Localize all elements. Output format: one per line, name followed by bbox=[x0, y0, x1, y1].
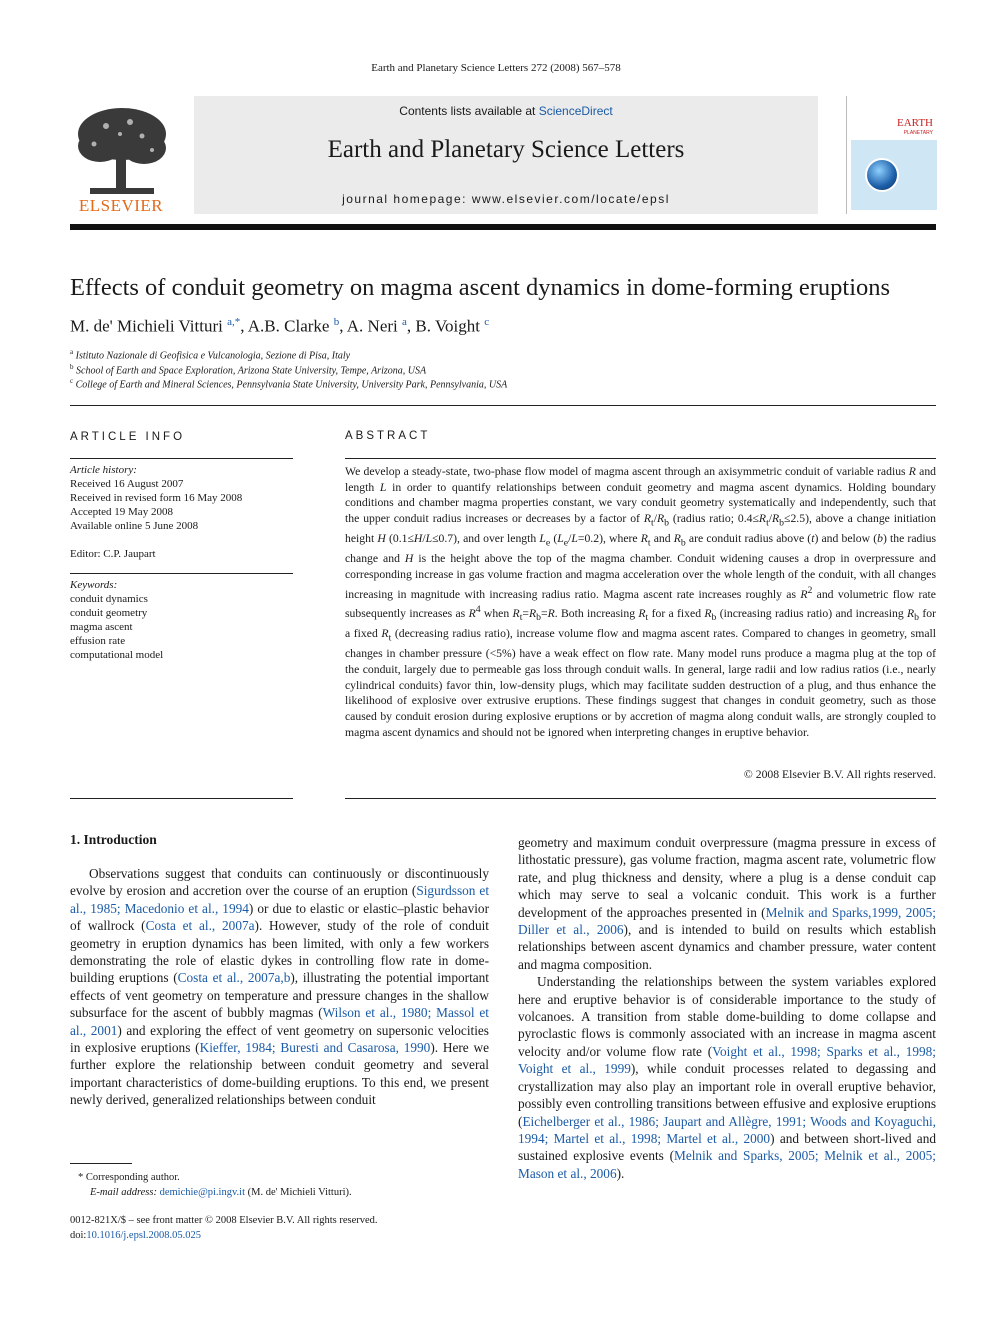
affiliation bbox=[70, 348, 936, 361]
doi-link[interactable]: 10.1016/j.epsl.2008.05.025 bbox=[86, 1230, 201, 1241]
affiliation-key: c bbox=[70, 377, 74, 385]
citation-link[interactable]: Wilson et al., 1980; Massol et al., 2001 bbox=[70, 1005, 490, 1038]
author-list: M. de' Michieli Vitturi $^{a,*}$, A.B. Clarke $^b$, A. Neri $^a$, B. Voight $^c$ bbox=[70, 316, 490, 336]
citation-link[interactable]: Voight et al., 1998; Sparks et al., 1998; Voight et al., 1999 bbox=[518, 1043, 936, 1077]
abstract-heading: ABSTRACT bbox=[345, 430, 431, 442]
section-heading: 1. Introduction bbox=[70, 832, 157, 847]
contents-prefix: Contents lists available at bbox=[399, 104, 539, 118]
journal-cover-thumbnail bbox=[846, 96, 937, 214]
divider bbox=[70, 458, 293, 459]
homepage-line bbox=[194, 192, 818, 206]
corresponding-author-note: * Corresponding author. bbox=[78, 1172, 180, 1183]
contents-line bbox=[194, 104, 818, 118]
doi-line bbox=[70, 1228, 490, 1243]
issn-line: 0012-821X/$ – see front matter © 2008 Elsevier B.V. All rights reserved. bbox=[70, 1215, 378, 1226]
body-column-right bbox=[518, 834, 936, 1182]
article-info bbox=[70, 430, 293, 662]
divider bbox=[345, 458, 936, 459]
citation-link[interactable]: Sigurdsson et al., 1985; Macedonio et al., 1994 bbox=[70, 883, 490, 916]
keyword: conduit dynamics bbox=[70, 593, 148, 605]
doi-label: doi: bbox=[70, 1230, 87, 1241]
article-title: Effects of conduit geometry on magma ascent dynamics in dome-forming eruptions bbox=[70, 274, 891, 301]
article-info-heading: ARTICLE INFO bbox=[70, 431, 186, 443]
citation-link[interactable]: Kieffer, 1984; Buresti and Casarosa, 1990 bbox=[199, 1040, 431, 1056]
elsevier-wordmark: ELSEVIER bbox=[78, 196, 164, 215]
affiliation-text: School of Earth and Space Exploration, Arizona State University, Tempe, Arizona, USA bbox=[76, 365, 427, 377]
history-accepted: Accepted 19 May 2008 bbox=[70, 506, 173, 518]
author-name: B. Voight bbox=[415, 316, 480, 336]
divider bbox=[345, 798, 936, 799]
body-column-left: Observations suggest that conduits can continuously or discontinuously evolve by erosion and accretion over the course of an eruption (Sigurdsson et al., 1985; Macedonio et al., 1994) or due to elastic or elastic–plastic behavior of wallrock (Costa et al., 2007a). However, study of the role of conduit geometry in eruption dynamics has been limited, with only a few workers demonstrating the role of elastic dykes in controlling flow rate in dome-building eruptions (Costa et al., 2007a,b), illustrating the potential important effects of vent geometry on temperature and pressure changes in the shallow subsurface for the ascent of bubbly magmas (Wilson et al., 1980; Massol et al., 2001) and exploring the effect of vent geometry on supersonic velocities in explosive eruptions (Kieffer, 1984; Buresti and Casarosa, 1990). Here we further explore the relationship between conduit geometry and several important characteristics of dome-building eruptions. To this end, we present newly derived, generalized relationships between conduit bbox=[70, 866, 490, 1108]
journal-name: Earth and Planetary Science Letters bbox=[327, 136, 685, 163]
divider bbox=[70, 573, 293, 574]
author-affiliation-marker[interactable]: c bbox=[484, 316, 490, 328]
email-link[interactable]: demichie@pi.ingv.it bbox=[159, 1187, 245, 1198]
sciencedirect-link[interactable]: ScienceDirect bbox=[538, 104, 613, 118]
masthead bbox=[70, 96, 936, 218]
author-name: A. Neri bbox=[346, 316, 398, 336]
abstract-body: We develop a steady-state, two-phase flow model of magma ascent through an axisymmetric conduit of variable radius R and length L in order to quantify relationships between conduit geometry and magma ascent dynamics. Holding boundary conditions and chamber magma properties constant, we vary conduit geometry systematically and independently, such that the upper conduit radius increases or decreases by a factor of $R_t/R_b$ (radius ratio; $0.4\le R_t/R_b\le 2.5$), above a change initiation height H (0.1≤H/L≤0.7), and over length $L_e$ $(L_e/L=0.2)$, where $R_t$ and $R_b$ are conduit radius above (t) and below (b) the radius change and H is the height above the top of the magma chamber. Conduit widening causes a drop in overpressure and corresponding increase in gas volume fraction and magma acceleration over the whole length of the conduit, with all changes increasing in magnitude with increasing radius ratio. Magma ascent rate increases roughly as $R^2$ and volumetric flow rate subsequently increases as $R^4$ when $R_t=R_b=R$. Both increasing $R_t$ for a fixed $R_b$ (increasing radius ratio) and increasing $R_b$ for a fixed $R_t$ (decreasing radius ratio), increase volume flow and magma ascent rates. Compared to changes in geometry, small changes in chamber pressure (<5%) have a weak effect on flow rate. Many model runs produce a magma plug at the top of the conduit, largely due to permeable gas loss through conduit walls. In general, large radii and low radius ratios (i.e., nearly cylindrical conduits) favor thin, low-density plugs, which may facilitate sudden destruction of a plug, and thus enhance the likelihood of explosive over extrusive eruptions. These findings suggest that changes in conduit geometry, such as those caused by conduit erosion during explosive eruptions or by accretion of magma along conduit walls, are strongly coupled to magma ascent dynamics and should not be ignored when interpreting changes in eruptive behavior. bbox=[345, 465, 937, 739]
history-received: Received 16 August 2007 bbox=[70, 478, 184, 490]
divider bbox=[70, 405, 936, 406]
author-name: M. de' Michieli Vitturi bbox=[70, 316, 223, 336]
history-label: Article history: bbox=[70, 464, 137, 476]
copyright: © 2008 Elsevier B.V. All rights reserved. bbox=[743, 768, 936, 781]
citation-link[interactable]: Melnik and Sparks, 2005; Melnik et al., 2005; Mason et al., 2006 bbox=[518, 1148, 936, 1181]
history-online: Available online 5 June 2008 bbox=[70, 520, 199, 532]
affiliation-key: b bbox=[70, 363, 74, 371]
masthead-rule bbox=[70, 224, 936, 230]
affiliation-key: a bbox=[70, 348, 74, 356]
history-revised: Received in revised form 16 May 2008 bbox=[70, 492, 243, 504]
author-affiliation-marker[interactable]: a,* bbox=[227, 316, 241, 328]
divider bbox=[70, 798, 293, 799]
footnotes bbox=[70, 1170, 490, 1200]
paragraph: geometry and maximum conduit overpressure (magma pressure in excess of lithostatic pressure), gas volume fraction, magma ascent rate, volumetric flow rate, and plug thickness and density, where a plug is a dense conduit cap which may serve to seal a volcanic conduit. This work is a further development of the approaches presented in (Melnik and Sparks,1999, 2005; Diller et al., 2006), and is intended to build on results which establish relationships between ascent dynamics and chamber pressure, water content and magma composition. bbox=[518, 835, 937, 972]
homepage-prefix: journal homepage: bbox=[342, 192, 472, 206]
keywords-label: Keywords: bbox=[70, 579, 118, 591]
journal-citation: Earth and Planetary Science Letters 272 (2008) 567–578 bbox=[371, 62, 621, 74]
author-affiliation-marker[interactable]: b bbox=[333, 316, 340, 328]
keyword: magma ascent bbox=[70, 621, 133, 633]
homepage-url-link[interactable]: www.elsevier.com/locate/epsl bbox=[471, 192, 670, 206]
footnote-rule bbox=[70, 1163, 132, 1164]
paragraph: Understanding the relationships between the system variables explored here and eruptive behavior is of considerable importance to the study of volcanoes. A transition from stable dome-building to dome collapse and pyroclastic flows is commonly associated with an increase in magma ascent velocity and/or volume flow rate (Voight et al., 1998; Sparks et al., 1998; Voight et al., 1999), while conduit processes related to degassing and crystallization may also play an important role in overall eruptive behavior, possibly even controlling transitions between effusive and explosive eruptions (Eichelberger et al., 1986; Jaupart and Allègre, 1991; Woods and Koyaguchi, 1994; Martel et al., 1998; Martel et al., 2000) and between short-lived and sustained explosive events (Melnik and Sparks, 2005; Melnik et al., 2005; Mason et al., 2006). bbox=[518, 974, 936, 1181]
citation-link[interactable]: Costa et al., 2007a bbox=[145, 918, 255, 934]
front-matter-footer bbox=[70, 1213, 490, 1243]
affiliation-text: Istituto Nazionale di Geofisica e Vulcanologia, Sezione di Pisa, Italy bbox=[75, 350, 351, 362]
masthead-banner bbox=[194, 96, 818, 214]
cover-title bbox=[853, 118, 933, 128]
citation-link[interactable]: Costa et al., 2007a,b bbox=[177, 970, 291, 986]
affiliation bbox=[70, 377, 936, 390]
email-label: E-mail address: bbox=[90, 1187, 160, 1198]
email-note bbox=[70, 1185, 490, 1200]
email-owner: (M. de' Michieli Vitturi). bbox=[245, 1187, 352, 1198]
globe-icon bbox=[865, 158, 899, 192]
keyword: computational model bbox=[70, 649, 164, 661]
cover-title-line1: EARTH bbox=[896, 117, 933, 129]
keyword: effusion rate bbox=[70, 635, 126, 647]
author-affiliation-marker[interactable]: a bbox=[402, 316, 407, 328]
keyword: conduit geometry bbox=[70, 607, 148, 619]
citation-link[interactable]: Melnik and Sparks,1999, 2005; Diller et al., 2006 bbox=[518, 904, 937, 938]
author-name: A.B. Clarke bbox=[247, 316, 330, 336]
affiliation bbox=[70, 363, 936, 376]
cover-subtitle: PLANETARY bbox=[903, 130, 933, 136]
affiliation-text: College of Earth and Mineral Sciences, Pennsylvania State University, University Park, Pennsylvania, USA bbox=[75, 379, 508, 391]
editor: Editor: C.P. Jaupart bbox=[70, 548, 156, 560]
citation-link[interactable]: Eichelberger et al., 1986; Jaupart and Allègre, 1991; Woods and Koyaguchi, 1994; Martel et al., 1998; Martel et al., 2000 bbox=[518, 1113, 936, 1146]
